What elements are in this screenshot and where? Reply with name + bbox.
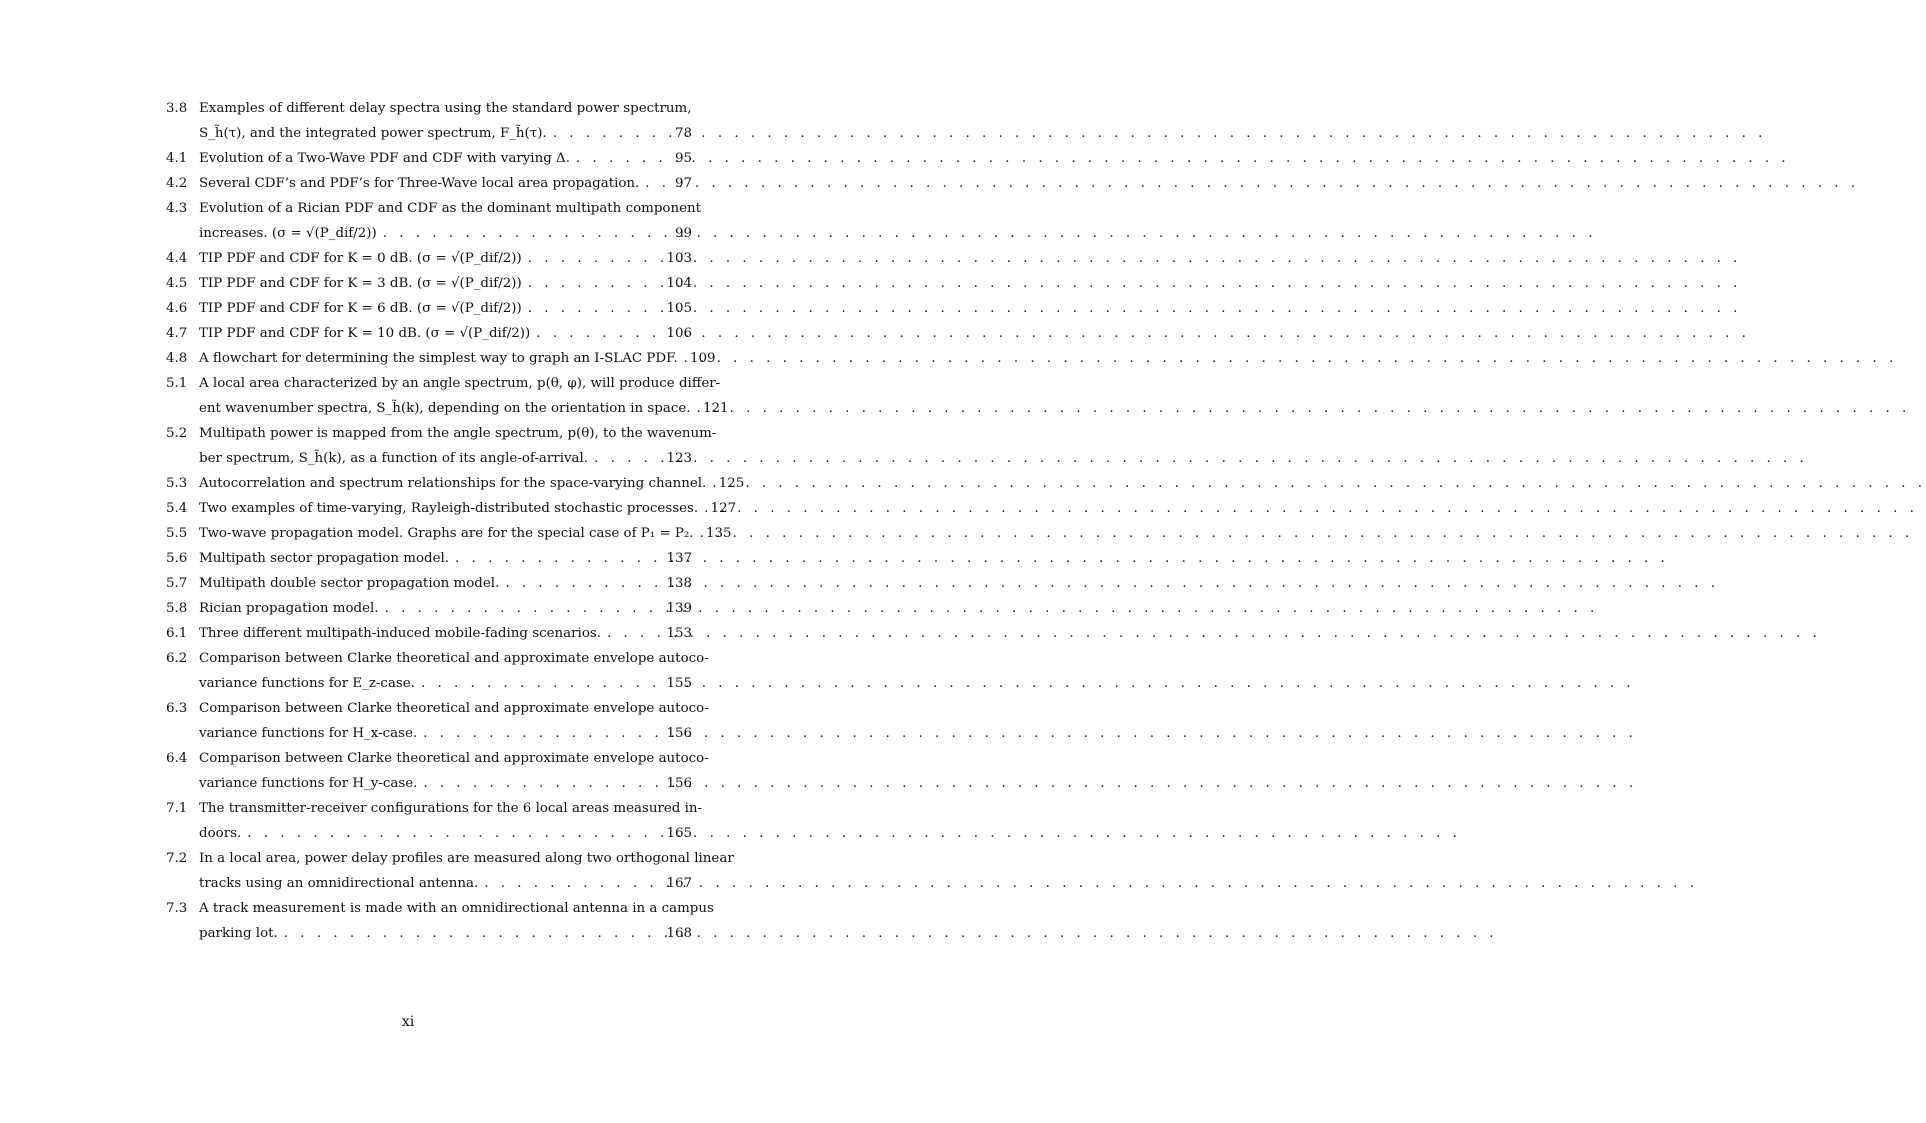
figure-number: 4.8 bbox=[166, 351, 188, 366]
figure-entry[interactable] bbox=[166, 621, 692, 646]
figure-caption: TIP PDF and CDF for K = 10 dB. (σ = √(P_dif/2)) bbox=[199, 326, 531, 341]
figure-number: 7.3 bbox=[166, 901, 188, 916]
figure-number: 5.1 bbox=[166, 376, 188, 391]
figure-caption: Comparison between Clarke theoretical and approximate envelope autoco- bbox=[199, 651, 709, 666]
figure-caption: Rician propagation model. bbox=[199, 601, 379, 616]
figure-page[interactable]: 97 bbox=[674, 176, 692, 191]
figure-number: 7.2 bbox=[166, 851, 188, 866]
figure-page[interactable]: 168 bbox=[666, 926, 692, 941]
figure-page[interactable]: 156 bbox=[666, 776, 692, 791]
figure-number: 4.2 bbox=[166, 176, 188, 191]
figure-caption: increases. (σ = √(P_dif/2)) bbox=[199, 226, 377, 241]
figure-number: 4.3 bbox=[166, 201, 188, 216]
dot-leader bbox=[601, 621, 660, 646]
figure-number: 5.6 bbox=[166, 551, 188, 566]
figure-entry[interactable] bbox=[166, 571, 692, 596]
figure-page[interactable]: 139 bbox=[666, 601, 692, 616]
figure-caption: variance functions for E_z-case. bbox=[199, 676, 415, 691]
figure-entry[interactable] bbox=[166, 646, 709, 696]
figure-caption: ber spectrum, S_h̃(k), as a function of its angle-of-arrival. bbox=[199, 451, 589, 466]
figure-page[interactable]: 156 bbox=[666, 726, 692, 741]
figure-caption: Autocorrelation and spectrum relationships for the space-varying channel. bbox=[199, 476, 707, 491]
dot-leader bbox=[588, 446, 660, 471]
figure-number: 4.6 bbox=[166, 301, 188, 316]
figure-caption: Comparison between Clarke theoretical and approximate envelope autoco- bbox=[199, 751, 709, 766]
figure-caption: Two examples of time-varying, Rayleigh-distributed stochastic processes. bbox=[199, 501, 699, 516]
dot-leader bbox=[547, 121, 660, 146]
dot-leader bbox=[522, 296, 660, 321]
figure-page[interactable]: 104 bbox=[666, 276, 692, 291]
figure-page[interactable]: 167 bbox=[666, 876, 692, 891]
figure-number: 7.1 bbox=[166, 801, 188, 816]
dot-leader bbox=[522, 271, 660, 296]
dot-leader bbox=[377, 221, 660, 246]
figure-number: 6.2 bbox=[166, 651, 188, 666]
figure-number: 5.3 bbox=[166, 476, 188, 491]
figure-entry[interactable] bbox=[166, 546, 692, 571]
figure-entry[interactable] bbox=[166, 321, 692, 346]
figure-number: 5.4 bbox=[166, 501, 188, 516]
figure-page[interactable]: 153 bbox=[666, 626, 692, 641]
figure-caption: Two-wave propagation model. Graphs are for the special case of P₁ = P₂. bbox=[199, 526, 694, 541]
figure-number: 4.7 bbox=[166, 326, 188, 341]
dot-leader bbox=[499, 571, 660, 596]
figure-entry[interactable] bbox=[166, 96, 692, 146]
figure-page[interactable]: 78 bbox=[674, 126, 692, 141]
figure-caption: TIP PDF and CDF for K = 0 dB. (σ = √(P_dif/2)) bbox=[199, 251, 522, 266]
figure-entry[interactable] bbox=[166, 746, 709, 796]
figure-caption: Several CDF’s and PDF’s for Three-Wave local area propagation. bbox=[199, 176, 640, 191]
figure-number: 6.1 bbox=[166, 626, 188, 641]
figure-entry[interactable] bbox=[166, 271, 692, 296]
figure-page[interactable]: 105 bbox=[666, 301, 692, 316]
figure-caption: variance functions for H_x-case. bbox=[199, 726, 418, 741]
figure-number: 5.2 bbox=[166, 426, 188, 441]
figure-entry[interactable] bbox=[166, 196, 702, 246]
figure-page[interactable]: 109 bbox=[690, 351, 716, 366]
dot-leader bbox=[415, 671, 660, 696]
figure-caption: Three different multipath-induced mobile-fading scenarios. bbox=[199, 626, 602, 641]
figure-caption: variance functions for H_y-case. bbox=[199, 776, 418, 791]
figure-page[interactable]: 137 bbox=[666, 551, 692, 566]
figure-caption: Multipath power is mapped from the angle spectrum, p(θ), to the wavenum- bbox=[199, 426, 717, 441]
figure-page[interactable]: 123 bbox=[666, 451, 692, 466]
figure-caption: A flowchart for determining the simplest way to graph an I-SLAC PDF. bbox=[199, 351, 678, 366]
figure-caption: Multipath double sector propagation model. bbox=[199, 576, 500, 591]
dot-leader bbox=[449, 546, 660, 571]
figure-entry[interactable] bbox=[166, 846, 734, 896]
dot-leader bbox=[522, 246, 660, 271]
dot-leader bbox=[530, 321, 660, 346]
figure-caption: TIP PDF and CDF for K = 3 dB. (σ = √(P_dif/2)) bbox=[199, 276, 522, 291]
figure-caption: Multipath sector propagation model. bbox=[199, 551, 450, 566]
dot-leader bbox=[417, 721, 660, 746]
figure-entry[interactable] bbox=[166, 171, 692, 196]
figure-number: 5.5 bbox=[166, 526, 188, 541]
dot-leader bbox=[241, 821, 660, 846]
figure-caption: A track measurement is made with an omnidirectional antenna in a campus bbox=[199, 901, 714, 916]
figure-caption: tracks using an omnidirectional antenna. bbox=[199, 876, 479, 891]
figure-page[interactable]: 125 bbox=[718, 476, 745, 491]
figure-entry[interactable] bbox=[166, 696, 709, 746]
figure-entry[interactable] bbox=[166, 896, 714, 946]
dot-leader bbox=[278, 921, 660, 946]
figure-caption: Comparison between Clarke theoretical and approximate envelope autoco- bbox=[199, 701, 709, 716]
figure-page[interactable]: 106 bbox=[666, 326, 692, 341]
figure-entry[interactable] bbox=[166, 596, 692, 621]
dot-leader bbox=[379, 596, 660, 621]
figure-caption: In a local area, power delay profiles are measured along two orthogonal linear bbox=[199, 851, 734, 866]
figure-caption: doors. bbox=[199, 826, 242, 841]
figure-caption: Evolution of a Rician PDF and CDF as the dominant multipath component bbox=[199, 201, 702, 216]
figure-entry[interactable] bbox=[166, 421, 717, 471]
figure-caption: Evolution of a Two-Wave PDF and CDF with varying Δ. bbox=[199, 151, 570, 166]
figure-page[interactable]: 135 bbox=[706, 526, 732, 541]
figure-page[interactable]: 165 bbox=[666, 826, 692, 841]
figure-caption: A local area characterized by an angle spectrum, p(θ, φ), will produce differ- bbox=[199, 376, 721, 391]
figure-caption: parking lot. bbox=[199, 926, 278, 941]
dot-leader bbox=[478, 871, 660, 896]
figure-caption: ent wavenumber spectra, S_h̃(k), depending on the orientation in space. bbox=[199, 401, 691, 416]
figure-entry[interactable] bbox=[166, 371, 729, 421]
dot-leader bbox=[570, 146, 660, 171]
figure-page[interactable]: 138 bbox=[666, 576, 692, 591]
figure-number: 4.5 bbox=[166, 276, 188, 291]
list-of-figures bbox=[166, 96, 745, 946]
figure-number: 5.7 bbox=[166, 576, 188, 591]
figure-caption: The transmitter-receiver configurations for the 6 local areas measured in- bbox=[199, 801, 703, 816]
figure-page[interactable]: 99 bbox=[674, 226, 692, 241]
figure-page[interactable]: 95 bbox=[674, 151, 692, 166]
figure-page[interactable]: 121 bbox=[702, 401, 729, 416]
figure-entry[interactable] bbox=[166, 246, 692, 271]
figure-number: 4.1 bbox=[166, 151, 188, 166]
page-number: xi bbox=[401, 1014, 415, 1030]
figure-page[interactable]: 103 bbox=[666, 251, 692, 266]
figure-entry[interactable] bbox=[166, 496, 737, 521]
figure-number: 4.4 bbox=[166, 251, 188, 266]
figure-caption: Examples of different delay spectra using the standard power spectrum, bbox=[199, 101, 692, 116]
figure-entry[interactable] bbox=[166, 796, 703, 846]
figure-entry[interactable] bbox=[166, 146, 692, 171]
figure-entry[interactable] bbox=[166, 471, 745, 496]
figure-number: 6.3 bbox=[166, 701, 188, 716]
dot-leader bbox=[639, 171, 660, 196]
figure-page[interactable]: 155 bbox=[666, 676, 692, 691]
figure-number: 6.4 bbox=[166, 751, 188, 766]
figure-caption: TIP PDF and CDF for K = 6 dB. (σ = √(P_dif/2)) bbox=[199, 301, 522, 316]
figure-number: 5.8 bbox=[166, 601, 188, 616]
figure-caption: S_h̃(τ), and the integrated power spectrum, F_h̃(τ). bbox=[199, 126, 547, 141]
figure-entry[interactable] bbox=[166, 521, 732, 546]
figure-entry[interactable] bbox=[166, 346, 716, 371]
dot-leader bbox=[417, 771, 660, 796]
figure-page[interactable]: 127 bbox=[710, 501, 737, 516]
figure-entry[interactable] bbox=[166, 296, 692, 321]
figure-number: 3.8 bbox=[166, 101, 188, 116]
